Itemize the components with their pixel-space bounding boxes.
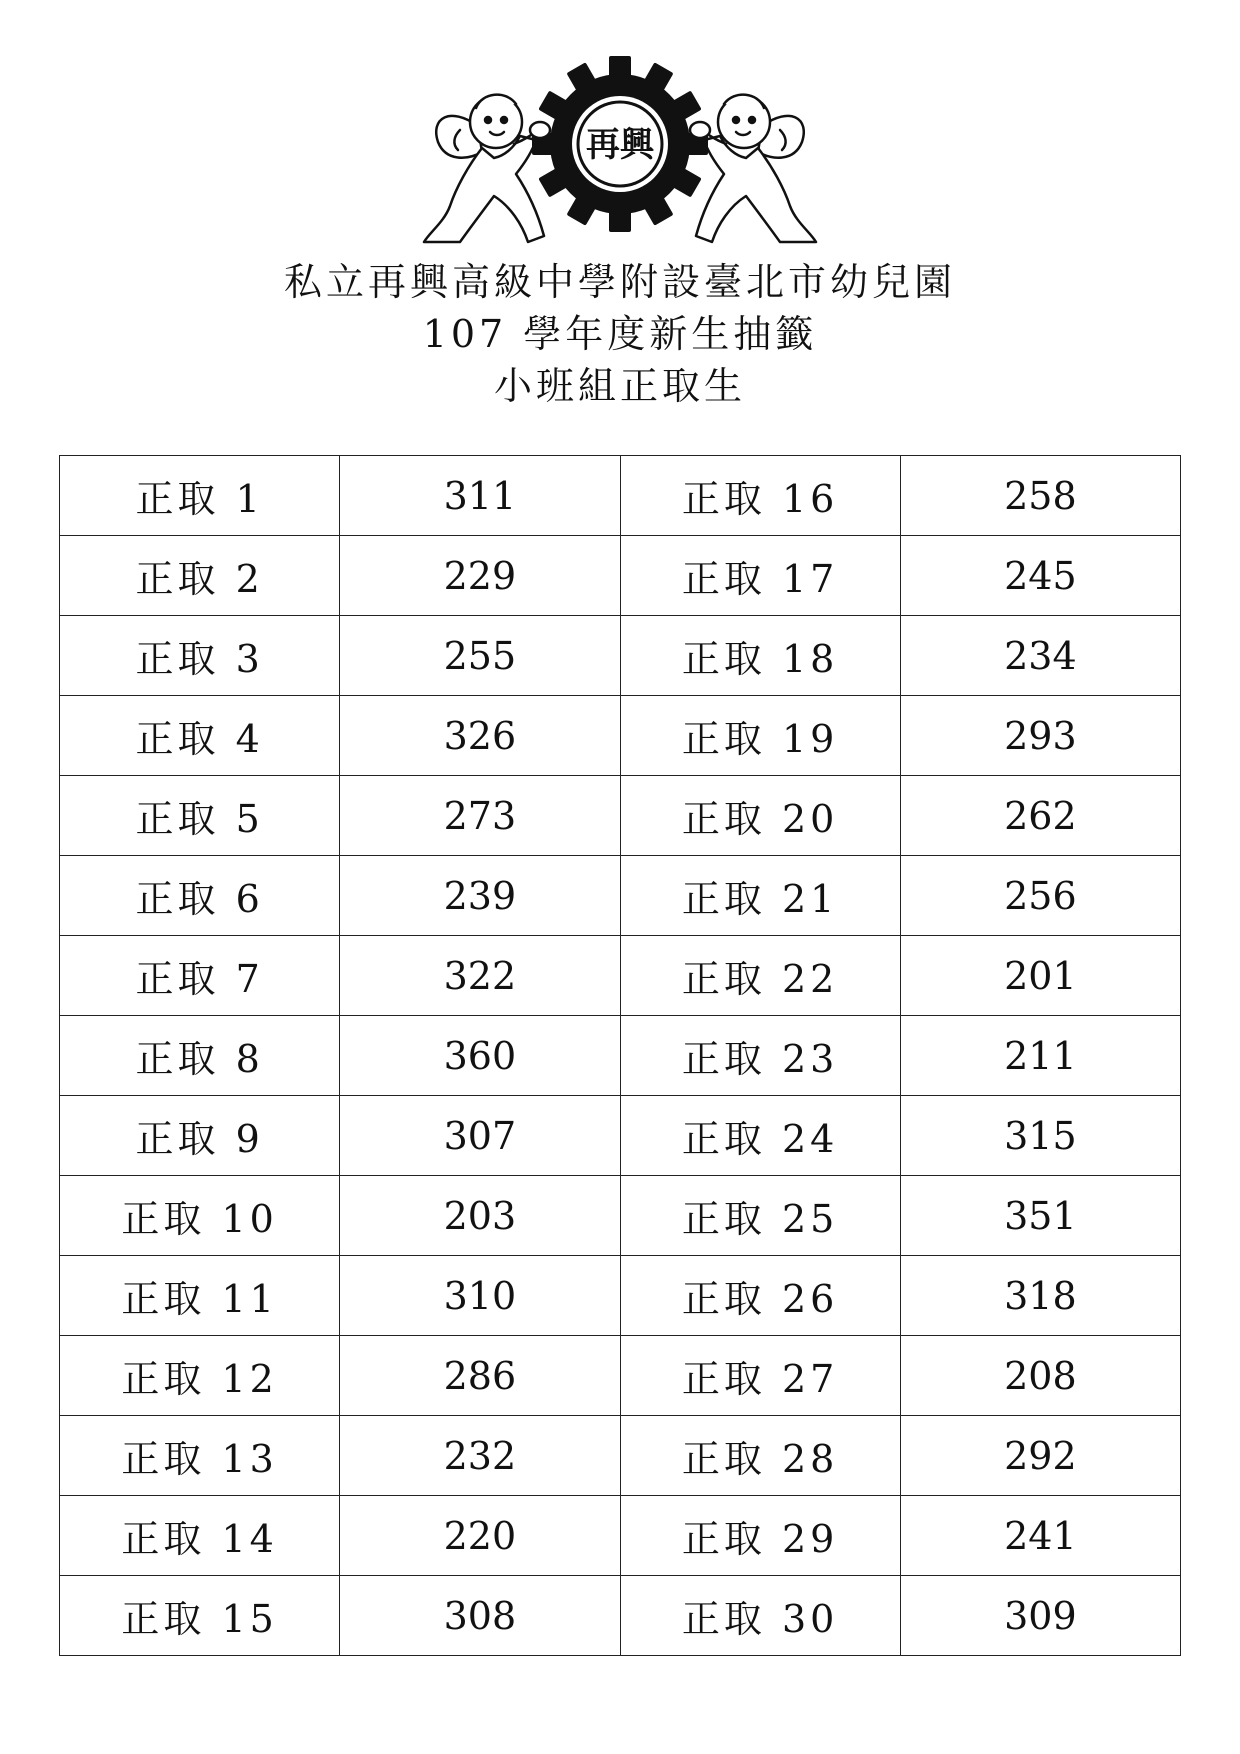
- applicant-number-cell: 360: [340, 1016, 620, 1096]
- admission-label-cell: 正取 9: [60, 1096, 340, 1176]
- admission-label-cell: 正取 23: [620, 1016, 900, 1096]
- applicant-number-cell: 203: [340, 1176, 620, 1256]
- applicant-number-cell: 241: [900, 1496, 1180, 1576]
- table-row: [60, 1096, 1181, 1176]
- applicant-number-cell: 309: [900, 1576, 1180, 1656]
- table-row: [60, 616, 1181, 696]
- applicant-number-cell: 255: [340, 616, 620, 696]
- applicant-number-cell: 258: [900, 456, 1180, 536]
- admission-label-cell: 正取 4: [60, 696, 340, 776]
- applicant-number-cell: 232: [340, 1416, 620, 1496]
- applicant-number-cell: 322: [340, 936, 620, 1016]
- gear-emblem: [532, 56, 708, 232]
- applicant-number-cell: 286: [340, 1336, 620, 1416]
- admission-label-cell: 正取 24: [620, 1096, 900, 1176]
- applicant-number-cell: 311: [340, 456, 620, 536]
- table-row: [60, 1496, 1181, 1576]
- applicant-number-cell: 292: [900, 1416, 1180, 1496]
- admission-label-cell: 正取 12: [60, 1336, 340, 1416]
- admission-label-cell: 正取 21: [620, 856, 900, 936]
- applicant-number-cell: 273: [340, 776, 620, 856]
- table-row: [60, 1256, 1181, 1336]
- admission-label-cell: 正取 15: [60, 1576, 340, 1656]
- table-row: [60, 776, 1181, 856]
- table-row: [60, 856, 1181, 936]
- admission-label-cell: 正取 13: [60, 1416, 340, 1496]
- table-row: [60, 1176, 1181, 1256]
- admission-label-cell: 正取 5: [60, 776, 340, 856]
- admission-results-table: [59, 455, 1181, 1656]
- applicant-number-cell: 208: [900, 1336, 1180, 1416]
- table-row: [60, 1576, 1181, 1656]
- admission-label-cell: 正取 2: [60, 536, 340, 616]
- applicant-number-cell: 211: [900, 1016, 1180, 1096]
- admission-label-cell: 正取 30: [620, 1576, 900, 1656]
- admission-label-cell: 正取 1: [60, 456, 340, 536]
- admission-label-cell: 正取 20: [620, 776, 900, 856]
- applicant-number-cell: 318: [900, 1256, 1180, 1336]
- lottery-title: 107 學年度新生抽籤: [422, 312, 818, 356]
- applicant-number-cell: 262: [900, 776, 1180, 856]
- applicant-number-cell: 315: [900, 1096, 1180, 1176]
- applicant-number-cell: 351: [900, 1176, 1180, 1256]
- table-row: [60, 696, 1181, 776]
- table-row: [60, 936, 1181, 1016]
- applicant-number-cell: 220: [340, 1496, 620, 1576]
- admission-label-cell: 正取 17: [620, 536, 900, 616]
- admission-label-cell: 正取 19: [620, 696, 900, 776]
- admission-label-cell: 正取 3: [60, 616, 340, 696]
- table-row: [60, 536, 1181, 616]
- applicant-number-cell: 234: [900, 616, 1180, 696]
- applicant-number-cell: 293: [900, 696, 1180, 776]
- table-row: [60, 1016, 1181, 1096]
- admission-label-cell: 正取 25: [620, 1176, 900, 1256]
- admission-label-cell: 正取 22: [620, 936, 900, 1016]
- admission-label-cell: 正取 28: [620, 1416, 900, 1496]
- admission-label-cell: 正取 29: [620, 1496, 900, 1576]
- title-block: [0, 256, 1240, 412]
- admission-label-cell: 正取 14: [60, 1496, 340, 1576]
- applicant-number-cell: 310: [340, 1256, 620, 1336]
- results-table-body: [60, 456, 1181, 1656]
- applicant-number-cell: 229: [340, 536, 620, 616]
- applicant-number-cell: 245: [900, 536, 1180, 616]
- table-row: [60, 1416, 1181, 1496]
- admission-label-cell: 正取 8: [60, 1016, 340, 1096]
- admission-label-cell: 正取 16: [620, 456, 900, 536]
- admission-label-cell: 正取 11: [60, 1256, 340, 1336]
- applicant-number-cell: 307: [340, 1096, 620, 1176]
- applicant-number-cell: 201: [900, 936, 1180, 1016]
- table-row: [60, 456, 1181, 536]
- group-subtitle: 小班組正取生: [493, 364, 746, 408]
- applicant-number-cell: 239: [340, 856, 620, 936]
- applicant-number-cell: 256: [900, 856, 1180, 936]
- admission-label-cell: 正取 10: [60, 1176, 340, 1256]
- right-cherub-figure: [696, 95, 816, 242]
- admission-label-cell: 正取 18: [620, 616, 900, 696]
- school-name-title: 私立再興高級中學附設臺北市幼兒園: [283, 260, 956, 304]
- admission-label-cell: 正取 7: [60, 936, 340, 1016]
- left-cherub-figure: [424, 95, 544, 242]
- admission-label-cell: 正取 27: [620, 1336, 900, 1416]
- admission-label-cell: 正取 26: [620, 1256, 900, 1336]
- admission-label-cell: 正取 6: [60, 856, 340, 936]
- school-logo: [420, 56, 820, 252]
- applicant-number-cell: 326: [340, 696, 620, 776]
- table-row: [60, 1336, 1181, 1416]
- logo-text: 再興: [586, 125, 654, 165]
- applicant-number-cell: 308: [340, 1576, 620, 1656]
